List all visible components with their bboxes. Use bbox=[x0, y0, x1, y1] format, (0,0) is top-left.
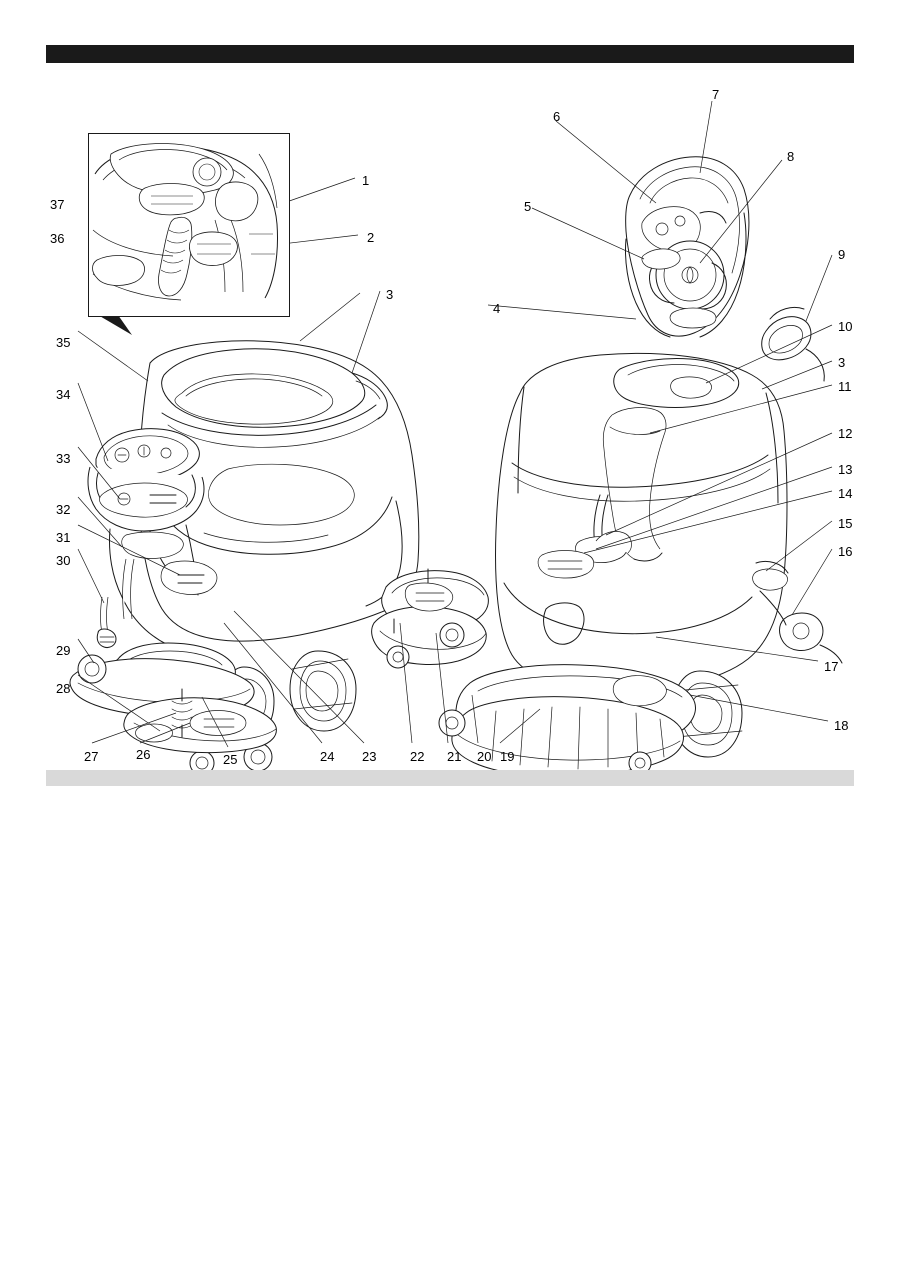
header-bar bbox=[46, 45, 854, 63]
callout-1: 1 bbox=[362, 173, 370, 188]
callout-32: 32 bbox=[56, 502, 71, 517]
callout-4: 4 bbox=[493, 301, 501, 316]
callout-14: 14 bbox=[838, 486, 853, 501]
machine-right-view bbox=[439, 157, 842, 770]
callout-10: 10 bbox=[838, 319, 853, 334]
callout-26: 26 bbox=[136, 747, 151, 762]
callout-13: 13 bbox=[838, 462, 853, 477]
callout-19: 19 bbox=[500, 749, 515, 764]
callout-7: 7 bbox=[712, 87, 720, 102]
callout-12: 12 bbox=[838, 426, 853, 441]
detail-inset bbox=[88, 133, 290, 317]
callout-3: 3 bbox=[386, 287, 394, 302]
callout-24: 24 bbox=[320, 749, 335, 764]
callout-9: 9 bbox=[838, 247, 846, 262]
callout-17: 17 bbox=[824, 659, 839, 674]
callout-16: 16 bbox=[838, 544, 853, 559]
callout-8: 8 bbox=[787, 149, 795, 164]
callout-21: 21 bbox=[447, 749, 462, 764]
callout-31: 31 bbox=[56, 530, 71, 545]
machine-left-view bbox=[70, 341, 488, 770]
callout-3-right: 3 bbox=[838, 355, 846, 370]
footer-bar bbox=[46, 770, 854, 786]
callout-23: 23 bbox=[362, 749, 377, 764]
callout-25: 25 bbox=[223, 752, 238, 767]
callout-22: 22 bbox=[410, 749, 425, 764]
callout-27: 27 bbox=[84, 749, 99, 764]
callout-36: 36 bbox=[50, 231, 65, 246]
callout-35: 35 bbox=[56, 335, 71, 350]
callout-33: 33 bbox=[56, 451, 71, 466]
callout-11: 11 bbox=[838, 379, 852, 394]
callout-2: 2 bbox=[367, 230, 375, 245]
callout-34: 34 bbox=[56, 387, 71, 402]
callout-18: 18 bbox=[834, 718, 849, 733]
callout-20: 20 bbox=[477, 749, 492, 764]
callout-28: 28 bbox=[56, 681, 71, 696]
callout-5: 5 bbox=[524, 199, 532, 214]
callout-6: 6 bbox=[553, 109, 561, 124]
callout-29: 29 bbox=[56, 643, 71, 658]
callout-37: 37 bbox=[50, 197, 65, 212]
callout-15: 15 bbox=[838, 516, 853, 531]
callout-30: 30 bbox=[56, 553, 71, 568]
